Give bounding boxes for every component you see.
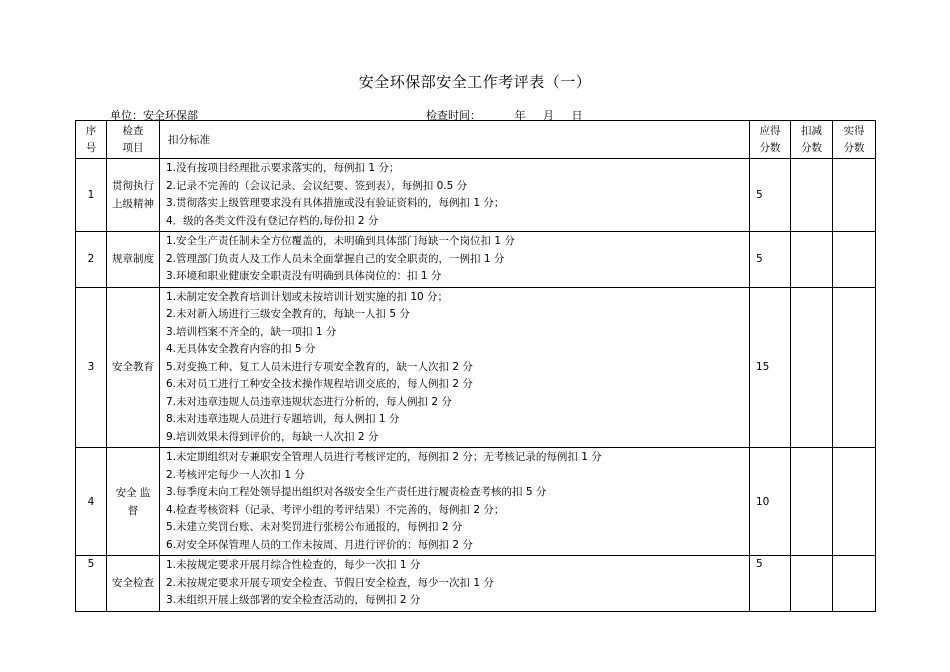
row-deduct-score[interactable] [791, 448, 833, 556]
rule-line: 3.贯彻落实上级管理要求没有具体措施或没有验证资料的，每例扣 1 分； [166, 197, 505, 209]
row-actual-score[interactable] [833, 448, 876, 556]
row-should-score: 5 [750, 159, 791, 232]
header-item: 检查 项目 [107, 121, 160, 159]
row-deduct-score[interactable] [791, 232, 833, 288]
rule-line: 3.环境和职业健康安全职责没有明确到具体岗位的：扣 1 分 [166, 270, 442, 282]
row-rules [160, 556, 750, 612]
row-item: 安全检查 [107, 556, 160, 612]
rule-line: 8.未对违章违规人员进行专题培训，每人例扣 1 分 [166, 413, 400, 425]
header-standard: 扣分标准 [160, 121, 750, 159]
row-should-score: 10 [750, 448, 791, 556]
row-seq: 3 [76, 287, 107, 448]
row-actual-score[interactable] [833, 159, 876, 232]
row-item: 规章制度 [107, 232, 160, 288]
rule-line: 3.未组织开展上级部署的安全检查活动的，每例扣 2 分 [166, 594, 421, 606]
rule-line: 4．级的各类文件没有登记存档的,每份扣 2 分 [166, 214, 379, 227]
table-header-row [76, 121, 876, 159]
row-rules [160, 448, 750, 556]
rule-line: 1.没有按项目经理批示要求落实的，每例扣 1 分； [166, 162, 400, 174]
header-actual-score: 实得 分数 [833, 121, 876, 159]
row-seq: 4 [76, 448, 107, 556]
rule-line: 5.未建立奖罚台账、未对奖罚进行张榜公布通报的，每例扣 2 分 [166, 521, 463, 533]
table-row [76, 448, 876, 556]
row-rules [160, 159, 750, 232]
unit-label: 单位：安全环保部 [110, 109, 198, 122]
table-row [76, 287, 876, 448]
header-deduct-score: 扣减 分数 [791, 121, 833, 159]
row-item: 贯彻执行上级精神 [107, 159, 160, 232]
rule-line: 2.记录不完善的（会议记录、会议纪要、签到表），每例扣 0.5 分 [166, 179, 468, 192]
rule-line: 1.未制定安全教育培训计划或未按培训计划实施的扣 10 分； [166, 290, 449, 303]
row-item: 安全教育 [107, 287, 160, 448]
table-row [76, 556, 876, 612]
rule-line: 3.每季度未向工程处领导提出组织对各级安全生产责任进行履责检查考核的扣 5 分 [166, 486, 547, 498]
table-row [76, 232, 876, 288]
row-actual-score[interactable] [833, 232, 876, 288]
rule-line: 3.培训档案不齐全的，缺一项扣 1 分 [166, 325, 337, 338]
month-label: 月 [543, 109, 554, 122]
row-deduct-score[interactable] [791, 287, 833, 448]
row-actual-score[interactable] [833, 556, 876, 612]
rule-line: 2.考核评定每少一人次扣 1 分 [166, 468, 305, 481]
rule-line: 6.未对员工进行工种安全技术操作规程培训交底的，每人例扣 2 分 [166, 378, 473, 390]
header-should-score: 应得 分数 [750, 121, 791, 159]
header-seq: 序 号 [76, 121, 107, 159]
rule-line: 1.未按规定要求开展月综合性检查的，每少一次扣 1 分 [166, 559, 421, 571]
row-rules [160, 287, 750, 448]
rule-line: 7.未对违章违规人员违章违规状态进行分析的，每人例扣 2 分 [166, 395, 452, 408]
rule-line: 2.管理部门负责人及工作人员未全面掌握自己的安全职责的，一例扣 1 分 [166, 252, 505, 265]
row-rules [160, 232, 750, 288]
rule-line: 9.培训效果未得到评价的，每缺一人次扣 2 分 [166, 430, 379, 443]
year-label: 年 [514, 109, 526, 122]
row-should-score: 5 [750, 556, 791, 612]
rule-line: 4.无具体安全教育内容的扣 5 分 [166, 343, 316, 355]
row-seq: 2 [76, 232, 107, 288]
evaluation-table [75, 120, 876, 612]
rule-line: 4.检查考核资料（记录、考评小组的考评结果）不完善的，每例扣 2 分； [166, 503, 505, 516]
row-seq: 5 [76, 556, 107, 612]
row-item: 安全 监督 [107, 448, 160, 556]
table-row [76, 159, 876, 232]
rule-line: 5.对变换工种、复工人员未进行专项安全教育的，缺一人次扣 2 分 [166, 360, 473, 373]
rule-line: 2.未按规定要求开展专项安全检查、节假日安全检查，每少一次扣 1 分 [166, 576, 494, 589]
row-should-score: 5 [750, 232, 791, 288]
day-label: 日 [571, 109, 583, 122]
row-seq: 1 [76, 159, 107, 232]
row-should-score: 15 [750, 287, 791, 448]
check-time-label: 检查时间： [426, 109, 481, 122]
rule-line: 2.未对新入场进行三级安全教育的，每缺一人扣 5 分 [166, 308, 410, 320]
row-actual-score[interactable] [833, 287, 876, 448]
rule-line: 1.安全生产责任制未全方位覆盖的，未明确到具体部门每缺一个岗位扣 1 分 [166, 235, 515, 247]
page-title: 安全环保部安全工作考评表（一） [358, 73, 592, 91]
rule-line: 6.对安全环保管理人员的工作未按周、月进行评价的：每例扣 2 分 [166, 538, 473, 551]
row-deduct-score[interactable] [791, 159, 833, 232]
rule-line: 1.未定期组织对专兼职安全管理人员进行考核评定的，每例扣 2 分；无考核记录的每例扣 1 分 [166, 451, 602, 463]
row-deduct-score[interactable] [791, 556, 833, 612]
